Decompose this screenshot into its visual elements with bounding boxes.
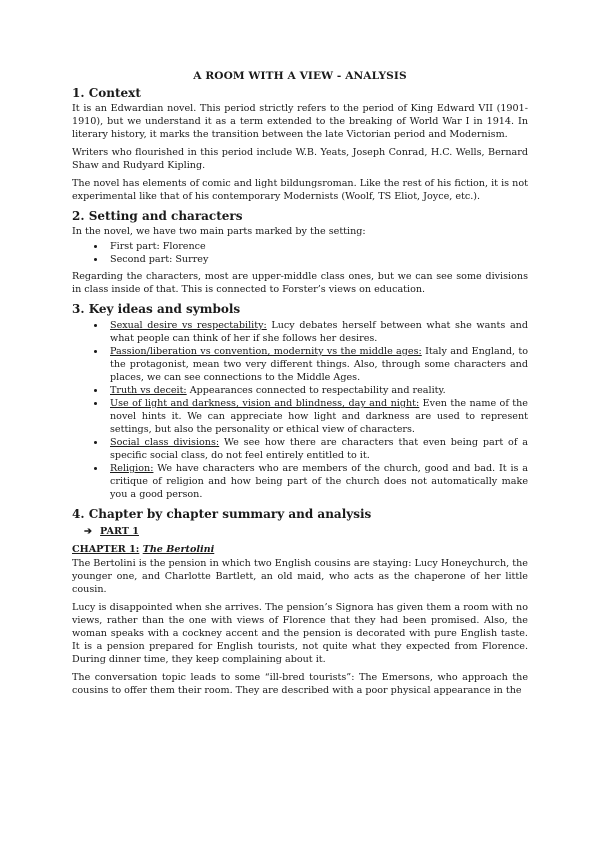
key-ideas-list (72, 319, 528, 501)
key-idea-term: Religion: (110, 463, 154, 474)
setting-heading: 2. Setting and characters (72, 209, 243, 223)
part-1-heading (84, 525, 528, 538)
key-idea-text: Appearances connected to respectability and reality. (186, 385, 446, 396)
key-idea-item (106, 384, 528, 397)
summary-heading: 4. Chapter by chapter summary and analysis (72, 507, 372, 521)
key-idea-term: Use of light and darkness, vision and blindness, day and night: (110, 398, 420, 409)
key-idea-text: Lucy debates herself between what she wants and what people can think of her if she follows her desires. (110, 320, 528, 344)
key-idea-item (106, 436, 528, 462)
chapter-title: The Bertolini (142, 544, 215, 555)
setting-item-florence: • First part: Florence (106, 240, 528, 253)
chapter-1-heading (72, 543, 528, 556)
summary-paragraph-1: The Bertolini is the pension in which two English cousins are staying: Lucy Honeychurch, the younger one, and Charlotte Bartlett, an old maid, who acts as the chaperone of her little cousin. (72, 558, 528, 595)
context-paragraph-1: It is an Edwardian novel. This period strictly refers to the period of King Edward VII (1901-1910), but we understand it as a term extended to the breaking of World War I in 1914. In literary history, it marks the transition between the late Victorian period and Modernism. (72, 103, 528, 140)
setting-paragraph-2: Regarding the characters, most are upper-middle class ones, but we can see some divisions in class inside of that. This is connected to Forster’s views on education. (72, 271, 528, 295)
key-idea-item (106, 345, 528, 384)
summary-paragraph-2: Lucy is disappointed when she arrives. The pension’s Signora has given them a room with no views, rather than the one with views of Florence that they had been promised. Also, the woman speaks with a cockney accent and the pension is decorated with pure English taste. It is a pension prepared for English tourists, not quite what they expected from Florence. During dinner time, they keep complaining about it. (72, 602, 528, 665)
key-idea-text: Italy and England, to the protagonist, mean two very different things. Also, through some characters and places, we can see connections to the Middle Ages. (110, 346, 528, 383)
key-idea-term: Social class divisions: (110, 437, 220, 448)
setting-item-surrey: • Second part: Surrey (106, 253, 528, 266)
key-idea-text: Even the name of the novel hints it. We can appreciate how light and darkness are used to represent settings, but also the personality or ethical view of characters. (110, 398, 528, 435)
document-page (72, 70, 528, 702)
key-idea-text: We see how there are characters that even being part of a specific social class, do not feel entirely entitled to it. (110, 437, 528, 461)
arrow-right-icon: ➔ (84, 526, 93, 537)
document-title: A ROOM WITH A VIEW - ANALYSIS (193, 70, 407, 82)
key-idea-item (106, 397, 528, 436)
context-paragraph-2: Writers who flourished in this period include W.B. Yeats, Joseph Conrad, H.C. Wells, Bernard Shaw and Rudyard Kipling. (72, 147, 528, 171)
setting-intro: In the novel, we have two main parts marked by the setting: (72, 226, 366, 237)
key-idea-text: We have characters who are members of the church, good and bad. It is a critique of religion and how being part of the church does not automatically make you a good person. (110, 463, 528, 500)
chapter-label: CHAPTER 1: (72, 544, 140, 555)
key-idea-term: Passion/liberation vs convention, modernity vs the middle ages: (110, 346, 422, 357)
key-idea-item (106, 462, 528, 501)
context-paragraph-3: The novel has elements of comic and light bildungsroman. Like the rest of his fiction, it is not experimental like that of his contemporary Modernists (Woolf, TS Eliot, Joyce, etc.). (72, 178, 528, 202)
summary-paragraph-3: The conversation topic leads to some “ill-bred tourists”: The Emersons, who approach the cousins to offer them their room. They are described with a poor physical appearance in the (72, 672, 528, 696)
setting-list (72, 240, 528, 266)
context-heading: 1. Context (72, 86, 141, 100)
key-idea-term: Sexual desire vs respectability: (110, 320, 267, 331)
key-idea-term: Truth vs deceit: (110, 385, 187, 396)
part-label: PART 1 (100, 526, 139, 537)
key-ideas-heading: 3. Key ideas and symbols (72, 302, 241, 316)
key-idea-item (106, 319, 528, 345)
